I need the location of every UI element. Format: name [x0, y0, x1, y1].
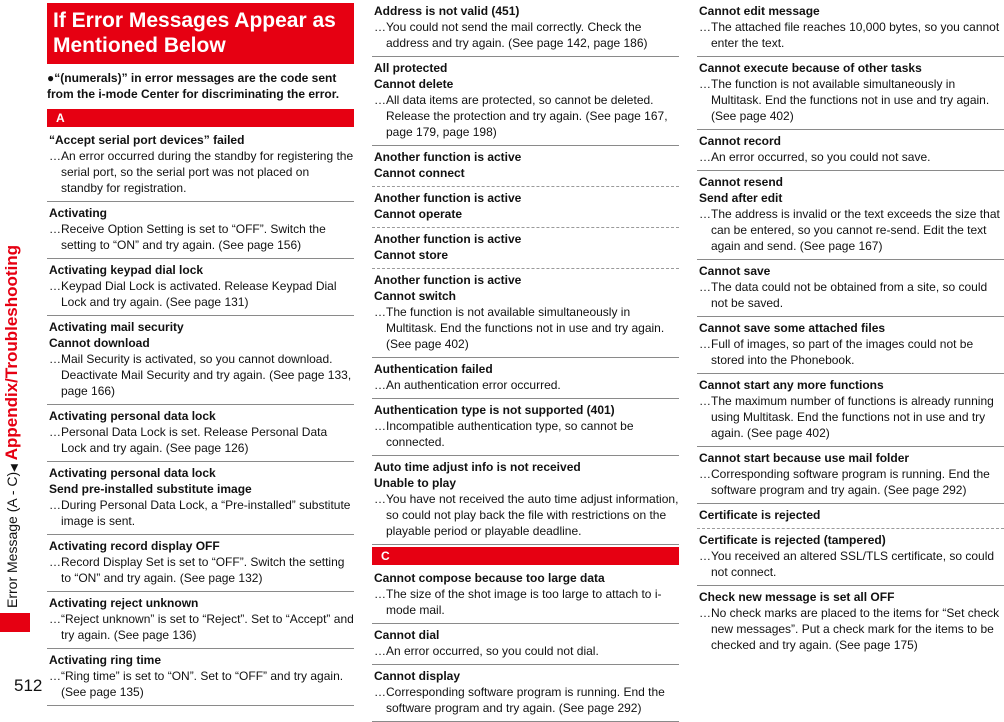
error-title: Cannot save some attached files	[699, 321, 886, 335]
error-entry	[47, 462, 354, 535]
error-description: … “Reject unknown” is set to “Reject”. Set to “Accept” and try again. (See page 136)	[49, 611, 354, 643]
error-description: … The function is not available simultaneously in Multitask. End the functions not in use and try again. (See page 402)	[699, 76, 1004, 124]
error-entry	[697, 171, 1004, 260]
error-entry	[372, 146, 679, 187]
side-subtitle: Error Message (A - C)	[4, 471, 20, 608]
error-entry	[372, 456, 679, 545]
error-description: … Receive Option Setting is set to “OFF”. Switch the setting to “ON” and try again. (See page 156)	[49, 221, 354, 253]
error-entry	[372, 399, 679, 456]
column-3	[697, 0, 1004, 658]
error-title: Unable to play	[374, 476, 457, 490]
error-entry	[47, 316, 354, 405]
error-description: … The data could not be obtained from a site, so could not be saved.	[699, 279, 1004, 311]
error-title: Cannot connect	[374, 166, 465, 180]
error-description: … Personal Data Lock is set. Release Personal Data Lock and try again. (See page 126)	[49, 424, 354, 456]
error-title: Check new message is set all OFF	[699, 590, 895, 604]
error-entry	[372, 624, 679, 665]
error-entry	[697, 317, 1004, 374]
error-title: Cannot record	[699, 134, 782, 148]
error-title: Activating ring time	[49, 653, 162, 667]
error-title: Authentication failed	[374, 362, 493, 376]
error-title: Cannot start any more functions	[699, 378, 884, 392]
error-description: … The maximum number of functions is already running using Multitask. End the functions not in use and try again. (See page 402)	[699, 393, 1004, 441]
error-entry	[697, 130, 1004, 171]
error-title: Activating mail security	[49, 320, 184, 334]
entry-list	[372, 0, 679, 545]
error-title: Cannot save	[699, 264, 771, 278]
error-title: Cannot download	[49, 336, 150, 350]
error-title: Another function is active	[374, 232, 522, 246]
error-title: Authentication type is not supported (401)	[374, 403, 615, 417]
error-title: Another function is active	[374, 150, 522, 164]
error-description: … An authentication error occurred.	[374, 377, 679, 393]
page-title: If Error Messages Appear as Mentioned Below	[47, 3, 354, 64]
error-entry	[372, 0, 679, 57]
error-title: Another function is active	[374, 191, 522, 205]
error-title: Address is not valid (451)	[374, 4, 520, 18]
error-title: “Accept serial port devices” failed	[49, 133, 245, 147]
error-description: … An error occurred during the standby for registering the serial port, so the serial port was not placed on standby for registration.	[49, 148, 354, 196]
error-entry	[47, 129, 354, 202]
error-entry	[697, 260, 1004, 317]
error-description: … The function is not available simultaneously in Multitask. End the functions not in use and try again. (See page 402)	[374, 304, 679, 352]
section-header-c: C	[372, 547, 679, 565]
error-description: … “Ring time” is set to “ON”. Set to “OFF” and try again. (See page 135)	[49, 668, 354, 700]
error-title: Cannot display	[374, 669, 461, 683]
error-entry	[47, 592, 354, 649]
error-title: Send pre-installed substitute image	[49, 482, 252, 496]
error-entry	[47, 202, 354, 259]
error-description: … Keypad Dial Lock is activated. Release Keypad Dial Lock and try again. (See page 131)	[49, 278, 354, 310]
error-title: Activating	[49, 206, 108, 220]
error-entry	[372, 665, 679, 722]
error-entry	[697, 447, 1004, 504]
error-description: … Incompatible authentication type, so cannot be connected.	[374, 418, 679, 450]
error-entry	[47, 649, 354, 706]
error-title: All protected	[374, 61, 448, 75]
error-description: … The attached file reaches 10,000 bytes, so you cannot enter the text.	[699, 19, 1004, 51]
error-title: Cannot delete	[374, 77, 454, 91]
error-description: … You could not send the mail correctly. Check the address and try again. (See page 142, page 186)	[374, 19, 679, 51]
error-title: Cannot execute because of other tasks	[699, 61, 922, 75]
error-description: … Record Display Set is set to “OFF”. Switch the setting to “ON” and try again. (See page 132)	[49, 554, 354, 586]
side-marker-icon: ◀	[9, 464, 20, 472]
side-red-marker	[0, 613, 30, 632]
error-title: Cannot switch	[374, 289, 457, 303]
entry-list	[372, 567, 679, 722]
error-entry	[697, 529, 1004, 586]
error-description: … Corresponding software program is running. End the software program and try again. (See page 292)	[699, 466, 1004, 498]
error-entry	[47, 535, 354, 592]
numerals-note: ●“(numerals)” in error messages are the code sent from the i-mode Center for discriminating the error.	[47, 71, 340, 101]
error-title: Cannot compose because too large data	[374, 571, 605, 585]
error-entry	[697, 57, 1004, 130]
error-title: Activating personal data lock	[49, 466, 216, 480]
error-title: Cannot dial	[374, 628, 440, 642]
section-header-a: A	[47, 109, 354, 127]
side-chapter: Appendix/Troubleshooting	[2, 244, 21, 461]
error-entry	[372, 228, 679, 269]
error-description: … An error occurred, so you could not dial.	[374, 643, 679, 659]
error-entry	[697, 504, 1004, 529]
error-description: … All data items are protected, so cannot be deleted. Release the protection and try again. (See page 167, page 179, page 198)	[374, 92, 679, 140]
error-title: Activating record display OFF	[49, 539, 220, 553]
error-title: Another function is active	[374, 273, 522, 287]
error-title: Certificate is rejected (tampered)	[699, 533, 886, 547]
page-number: 512	[14, 676, 43, 695]
error-title: Cannot store	[374, 248, 449, 262]
error-description: … You have not received the auto time adjust information, so could not play back the file with restrictions on the playable period or playable deadline.	[374, 491, 679, 539]
error-title: Send after edit	[699, 191, 783, 205]
error-entry	[697, 586, 1004, 658]
error-title: Activating personal data lock	[49, 409, 216, 423]
error-entry	[697, 0, 1004, 57]
error-title: Activating reject unknown	[49, 596, 199, 610]
error-description: … Corresponding software program is running. End the software program and try again. (See page 292)	[374, 684, 679, 716]
side-label	[2, 245, 22, 608]
error-description: … Full of images, so part of the images could not be stored into the Phonebook.	[699, 336, 1004, 368]
error-title: Certificate is rejected	[699, 508, 821, 522]
error-description: … You received an altered SSL/TLS certificate, so could not connect.	[699, 548, 1004, 580]
error-title: Auto time adjust info is not received	[374, 460, 581, 474]
error-entry	[47, 259, 354, 316]
error-description: … The size of the shot image is too large to attach to i-mode mail.	[374, 586, 679, 618]
error-description: … Mail Security is activated, so you cannot download. Deactivate Mail Security and try again. (See page 133, page 166)	[49, 351, 354, 399]
error-description: … An error occurred, so you could not save.	[699, 149, 1004, 165]
error-title: Cannot resend	[699, 175, 784, 189]
error-entry	[372, 269, 679, 358]
error-entry	[697, 374, 1004, 447]
error-entry	[372, 57, 679, 146]
error-title: Cannot start because use mail folder	[699, 451, 910, 465]
error-title: Cannot operate	[374, 207, 463, 221]
error-title: Cannot edit message	[699, 4, 820, 18]
side-tab	[0, 0, 30, 698]
column-2	[372, 0, 679, 722]
error-description: … No check marks are placed to the items for “Set check new messages”. Put a check mark for the items to be checked and try again. (See page 175)	[699, 605, 1004, 653]
column-1	[47, 0, 354, 706]
entry-list	[697, 0, 1004, 658]
error-description: … The address is invalid or the text exceeds the size that can be entered, so you cannot re-send. Edit the text again and send. (See page 167)	[699, 206, 1004, 254]
error-entry	[372, 358, 679, 399]
error-entry	[372, 567, 679, 624]
error-entry	[372, 187, 679, 228]
error-entry	[47, 405, 354, 462]
error-description: … During Personal Data Lock, a “Pre-installed” substitute image is sent.	[49, 497, 354, 529]
error-title: Activating keypad dial lock	[49, 263, 204, 277]
entry-list	[47, 129, 354, 706]
